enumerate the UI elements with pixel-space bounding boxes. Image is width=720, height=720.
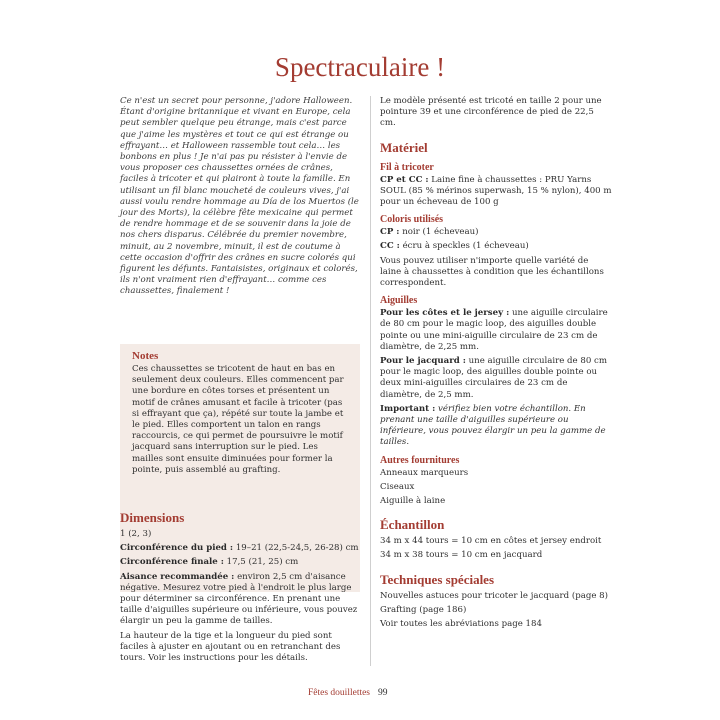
final-circumference — [120, 557, 360, 568]
autres-heading: Autres fournitures — [380, 454, 460, 466]
dimensions-section — [120, 510, 360, 667]
autres-item: Anneaux marqueurs — [380, 467, 469, 478]
fil-text — [380, 175, 612, 209]
cc-text — [380, 241, 612, 252]
cp-text — [380, 227, 612, 238]
autres-item: Ciseaux — [380, 481, 415, 492]
sizes-text: 1 (2, 3) — [120, 529, 152, 539]
foot-circumference — [120, 543, 360, 554]
materiel-section — [380, 140, 612, 508]
cp-value: noir (1 écheveau) — [399, 227, 479, 238]
foot-circumference-label: Circonférence du pied : — [120, 543, 234, 554]
ease-text — [120, 572, 360, 628]
autres-item: Aiguille à laine — [380, 496, 446, 507]
echantillon-line: 34 m x 44 tours = 10 cm en côtes et jersey endroit — [380, 536, 602, 547]
technique-item: Nouvelles astuces pour tricoter le jacquard (page 8) — [380, 590, 608, 601]
cc-label: CC : — [380, 241, 400, 252]
height-text: La hauteur de la tige et la longueur du pied sont faciles à ajuster en ajoutant ou en retranchant des tours. Voir les instructions pour les détails. — [120, 630, 341, 664]
technique-item: Voir toutes les abréviations page 184 — [380, 619, 542, 630]
notes-body: Ces chaussettes se tricotent de haut en bas en seulement deux couleurs. Elles commencent par une bordure en côtes torses et présentent un motif de crânes amusant et facile à tricoter (pas si effrayant que ça), répété sur toute la jambe et le pied. Elles comportent un talon en rangs raccourcis, ce qui permet de poursuivre le motif jacquard sans interruption sur le pied. Les mailles sont ensuite diminuées pour former la pointe, puis assemblé au grafting. — [132, 364, 344, 475]
coloris-note: Vous pouvez utiliser n'importe quelle variété de laine à chaussettes à condition que les échantillons correspondent. — [380, 255, 604, 289]
cotes-text — [380, 308, 612, 353]
cc-value: écru à speckles (1 écheveau) — [399, 241, 529, 252]
right-column — [380, 96, 612, 633]
ease-label: Aisance recommandée : — [120, 571, 235, 582]
cp-label: CP : — [380, 227, 400, 238]
jacquard-value: une aiguille circulaire de 80 cm pour le magic loop, des aiguilles double pointe ou deux mini-aiguilles circulaires de 23 cm de diamètre, de 2,5 mm. — [380, 356, 608, 400]
technique-item: Grafting (page 186) — [380, 604, 467, 615]
column-divider — [370, 96, 371, 666]
echantillon-line: 34 m x 38 tours = 10 cm en jacquard — [380, 550, 543, 561]
notes-title: Notes — [132, 350, 159, 362]
final-circumference-value: 17,5 (21, 25) cm — [223, 557, 299, 568]
jacquard-label: Pour le jacquard : — [380, 356, 466, 367]
techniques-heading: Techniques spéciales — [380, 571, 495, 587]
echantillon-heading: Échantillon — [380, 517, 445, 533]
final-circumference-label: Circonférence finale : — [120, 557, 224, 568]
cotes-value: une aiguille circulaire de 80 cm pour le magic loop, des aiguilles double pointe ou une mini-aiguille circulaire de 23 cm de diamètre, de 2,25 mm. — [380, 308, 608, 352]
page-title: Spectraculaire ! — [274, 52, 446, 82]
important-text — [380, 404, 612, 449]
model-text: Le modèle présenté est tricoté en taille 2 pour une pointure 39 et une circonférence de pied de 22,5 cm. — [380, 96, 602, 129]
page-footer — [308, 688, 388, 698]
footer-label: Fêtes douillettes — [308, 688, 371, 698]
page-number: 99 — [378, 688, 388, 698]
fil-heading: Fil à tricoter — [380, 161, 434, 173]
techniques-section — [380, 572, 612, 631]
fil-label: CP et CC : — [380, 174, 429, 185]
cotes-label: Pour les côtes et le jersey : — [380, 308, 510, 319]
left-column — [120, 96, 360, 664]
foot-circumference-value: 19–21 (22,5-24,5, 26-28) cm — [233, 543, 359, 554]
ease-value: environ 2,5 cm d'aisance négative. Mesurez votre pied à l'endroit le plus large pour déterminer sa circonférence. En prenant une taille d'aiguilles supérieure ou inférieure, vous pouvez élargir un peu la gamme de tailles. — [120, 571, 358, 627]
intro-text: Ce n'est un secret pour personne, j'adore Halloween. Étant d'origine britannique et vivant en Europe, cela peut sembler quelque peu étrange, mais c'est parce que j'aime les mystères et tout ce qui est étrange ou effrayant… et Halloween rassemble tout cela… les bonbons en plus ! Je n'ai pas pu résister à l'envie de vous proposer ces chaussettes ornées de crânes, faciles à tricoter et qui plairont à toute la famille. En utilisant un fil blanc moucheté de couleurs vives, j'ai aussi voulu rendre hommage au Día de los Muertos (le jour des Morts), la célèbre fête mexicaine qui permet de rendre hommage et de se souvenir dans la joie de nos chers disparus. Célébrée du premier novembre, minuit, au 2 novembre, minuit, il est de coutume à cette occasion d'offrir des crânes en sucre colorés qui figurent les défunts. Fantaisistes, originaux et colorés, ils n'ont vraiment rien d'effrayant… comme ces chaussettes, finalement ! — [120, 96, 359, 297]
important-label: Important : — [380, 403, 436, 414]
materiel-heading: Matériel — [380, 139, 428, 155]
important-value: vérifiez bien votre échantillon. En prenant une taille d'aiguilles supérieure ou inférieure, vous pouvez élargir un peu la gamme de tailles. — [380, 403, 606, 448]
aiguilles-heading: Aiguilles — [380, 295, 418, 307]
fil-value: Laine fine à chaussettes : PRU Yarns SOUL (85 % mérinos superwash, 15 % nylon), 400 m pour un écheveau de 100 g — [380, 174, 612, 208]
echantillon-section — [380, 517, 612, 561]
coloris-heading: Coloris utilisés — [380, 214, 444, 226]
dimensions-heading: Dimensions — [120, 510, 185, 525]
jacquard-text — [380, 356, 612, 401]
